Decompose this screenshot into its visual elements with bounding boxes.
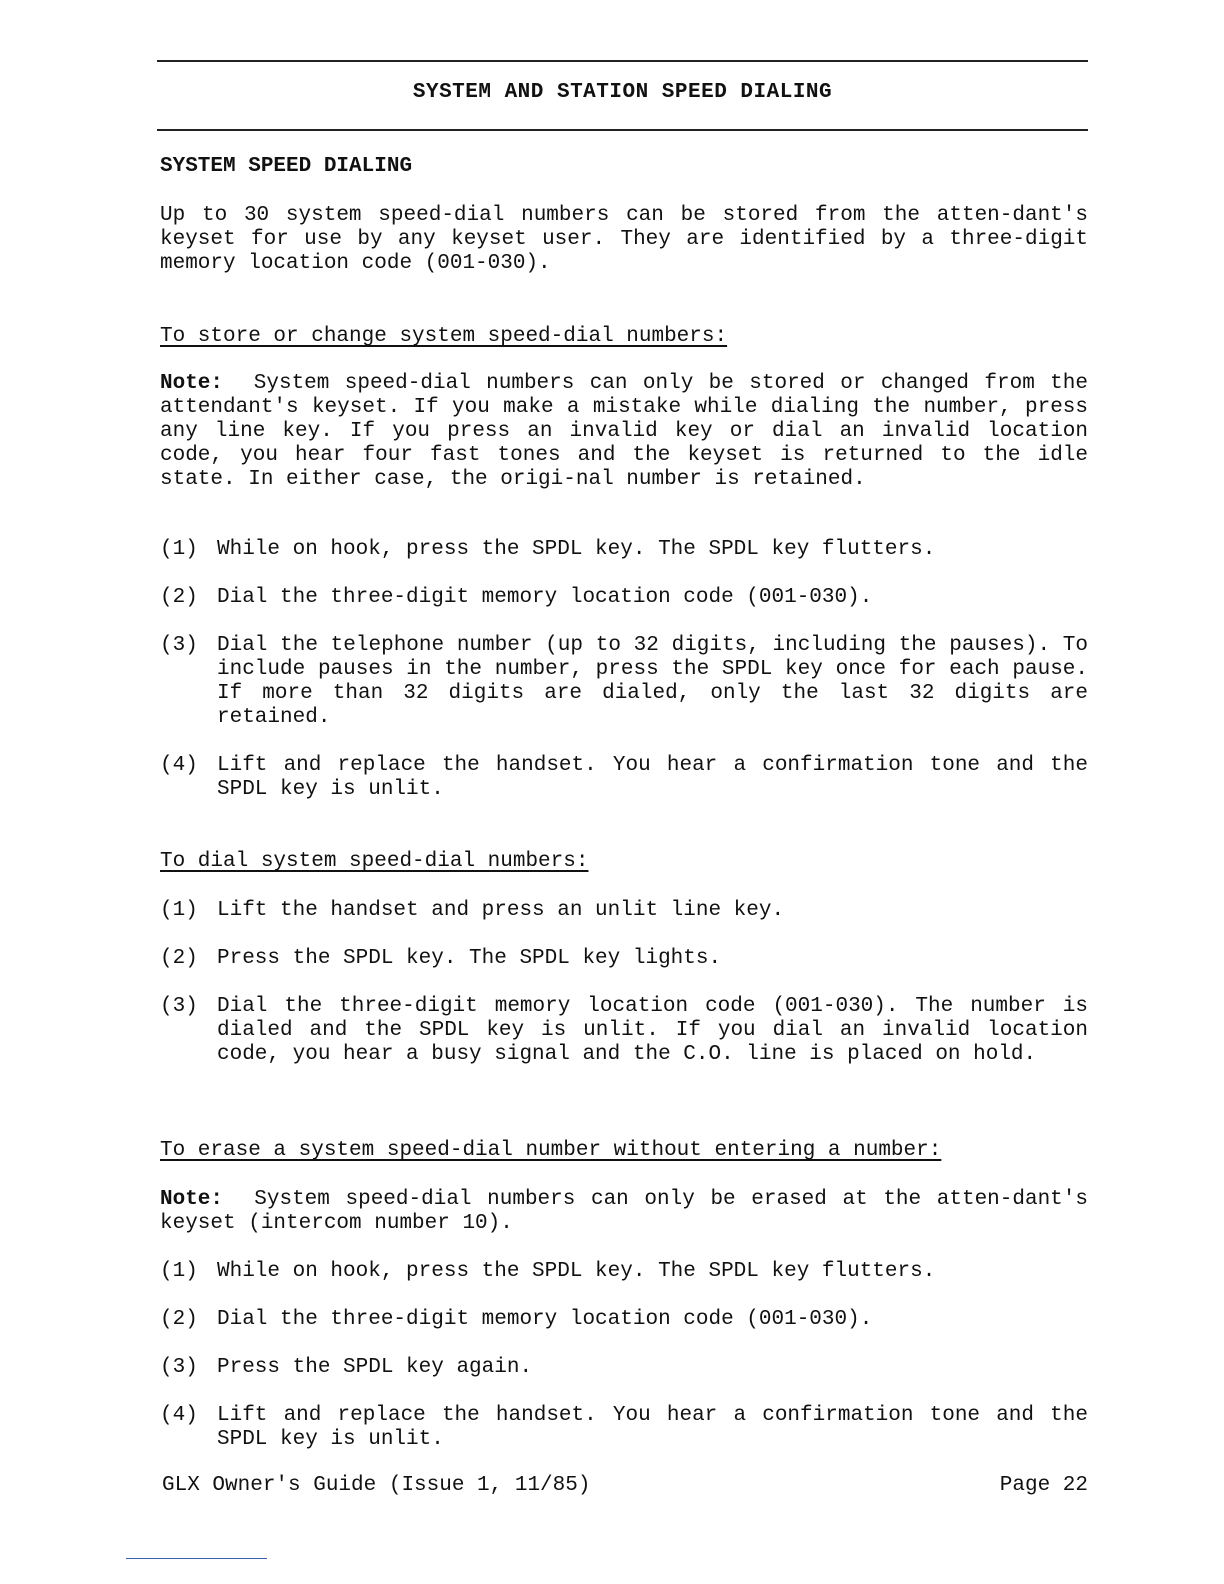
dial-step — [160, 995, 1088, 1067]
header-rule — [157, 129, 1088, 131]
step-text: Dial the three-digit memory location code (001-030). — [217, 1308, 873, 1331]
erase-step — [160, 1404, 1088, 1452]
erase-heading: To erase a system speed-dial number without entering a number: — [160, 1139, 942, 1162]
step-text: Dial the telephone number (up to 32 digits, including the pauses). To include pauses in the number, press the SPDL key once for each pause. If more than 32 digits are dialed, only the last 32 digits are retained. — [217, 634, 1088, 729]
page-title: SYSTEM AND STATION SPEED DIALING — [412, 81, 833, 104]
step-text: Press the SPDL key. The SPDL key lights. — [217, 947, 722, 970]
step-text: While on hook, press the SPDL key. The SPDL key flutters. — [217, 1260, 936, 1283]
store-step — [160, 634, 1088, 730]
step-number: (3) — [160, 995, 198, 1018]
step-number: (1) — [160, 1260, 198, 1283]
step-number: (3) — [160, 1356, 198, 1379]
step-number: (2) — [160, 947, 198, 970]
erase-note — [160, 1188, 1088, 1236]
store-step — [160, 754, 1088, 802]
footer-guide-title: GLX Owner's Guide (Issue 1, 11/85) — [162, 1474, 591, 1497]
step-text: Lift and replace the handset. You hear a confirmation tone and the SPDL key is unlit. — [217, 754, 1088, 801]
scan-edge-line — [126, 1558, 267, 1559]
step-number: (3) — [160, 634, 198, 657]
intro-paragraph: Up to 30 system speed-dial numbers can be stored from the atten-dant's keyset for use by any keyset user. They are identified by a three-digit memory location code (001-030). — [160, 204, 1088, 275]
step-number: (2) — [160, 586, 198, 609]
store-heading: To store or change system speed-dial numbers: — [160, 325, 728, 348]
step-text: Dial the three-digit memory location code (001-030). The number is dialed and the SPDL key is unlit. If you dial an invalid location code, you hear a busy signal and the C.O. line is placed on hold. — [217, 995, 1088, 1066]
erase-step — [160, 1260, 1088, 1284]
footer-page-number: Page 22 — [999, 1474, 1088, 1497]
store-step — [160, 538, 1088, 562]
step-number: (4) — [160, 1404, 198, 1427]
dial-heading: To dial system speed-dial numbers: — [160, 850, 589, 873]
step-number: (4) — [160, 754, 198, 777]
page-footer — [162, 1474, 1088, 1497]
dial-step — [160, 899, 1088, 923]
step-number: (1) — [160, 899, 198, 922]
step-text: Dial the three-digit memory location code (001-030). — [217, 586, 873, 609]
note-label: Note: — [160, 372, 224, 395]
store-step — [160, 586, 1088, 610]
step-text: Press the SPDL key again. — [217, 1356, 533, 1379]
erase-step — [160, 1356, 1088, 1380]
section-title: SYSTEM SPEED DIALING — [160, 155, 413, 178]
store-note — [160, 372, 1088, 492]
dial-step — [160, 947, 1088, 971]
note-text: System speed-dial numbers can only be erased at the atten-dant's keyset (intercom number 10). — [160, 1188, 1088, 1235]
step-text: Lift the handset and press an unlit line key. — [217, 899, 785, 922]
step-number: (1) — [160, 538, 198, 561]
note-text: System speed-dial numbers can only be stored or changed from the attendant's keyset. If you make a mistake while dialing the number, press any line key. If you press an invalid key or dial an invalid location code, you hear four fast tones and the keyset is returned to the idle state. In either case, the origi-nal number is retained. — [160, 372, 1088, 491]
top-rule — [157, 60, 1088, 62]
step-text: Lift and replace the handset. You hear a confirmation tone and the SPDL key is unlit. — [217, 1404, 1088, 1451]
step-number: (2) — [160, 1308, 198, 1331]
step-text: While on hook, press the SPDL key. The SPDL key flutters. — [217, 538, 936, 561]
note-label: Note: — [160, 1188, 224, 1211]
erase-step — [160, 1308, 1088, 1332]
